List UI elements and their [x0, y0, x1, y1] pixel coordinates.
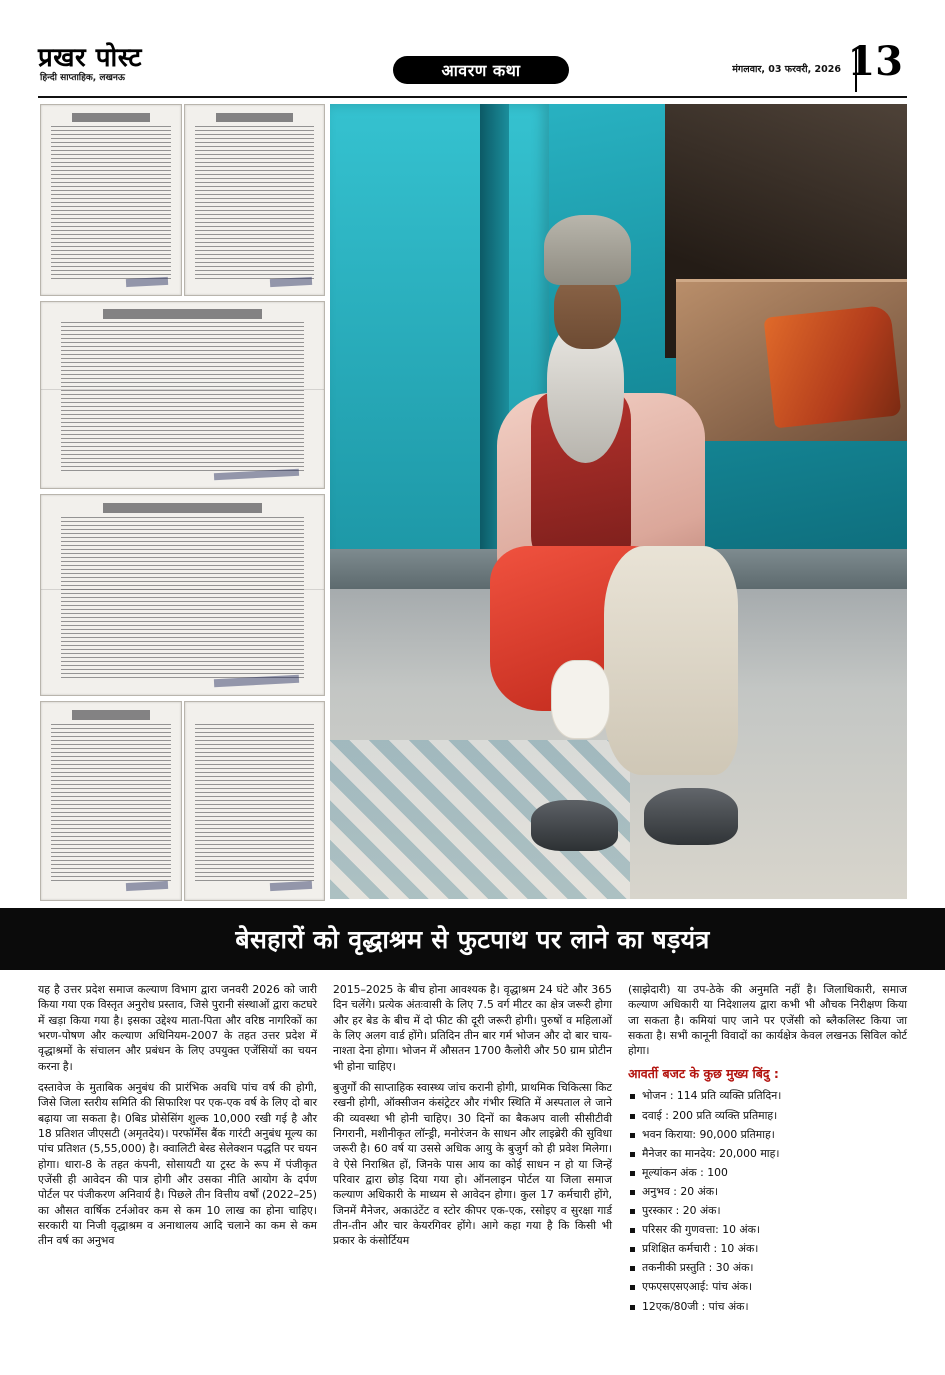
scan-header-line: [72, 710, 150, 720]
scan-header-line: [103, 503, 262, 513]
list-item: 12एक/80जी : पांच अंक।: [628, 1299, 907, 1314]
article-body: [38, 982, 907, 1332]
list-item: मूल्यांकन अंक : 100: [628, 1165, 907, 1180]
document-scans-column: [38, 104, 323, 899]
paragraph: दस्तावेज के मुताबिक अनुबंध की प्रारंभिक अवधि पांच वर्ष की होगी, जिसे जिला स्तरीय समिति की सिफारिश पर एक-एक वर्ष के लिए दो बार बढ़ाया जा सकता है। 0बिड प्रोसेसिंग शुल्क 10,000 रखी गई है और 18 प्रतिशत जीएसटी (अमृतदेय)। परफॉर्मेंस बैंक गारंटी अनुबंध मूल्य का पांच प्रतिशत (5,55,000) है। क्वालिटी बेस्ड सेलेक्शन पद्धति पर चयन होगा। धारा-8 के तहत कंपनी, सोसायटी या ट्रस्ट के रूप में पंजीकृत एजेंसी ही आवेदन की पात्र होगी और उसका नीति आयोग के दर्पण पोर्टल पर पंजीकरण अनिवार्य है। पिछले तीन वित्तीय वर्षों (2022–25) का औसत वार्षिक टर्नओवर कम से कम 10 लाख का होना चाहिए। सरकारी या निजी वृद्धाश्रम व अनाथालय आदि चलाने का कम से कम तीन वर्ष का अनुभव: [38, 1080, 317, 1248]
paragraph: 2015–2025 के बीच होना आवश्यक है। वृद्धाश्रम 24 घंटे और 365 दिन चलेंगे। प्रत्येक अंतःवासी के लिए 7.5 वर्ग मीटर का क्षेत्र जरूरी होगा और हर बेड के बीच में दो फीट की दूरी जरूरी होगी। पुरुषों व महिलाओं के लिए अलग वार्ड होंगे। प्रतिदिन तीन बार गर्म भोजन और दो बार चाय-नाश्ता देना होगा। भोजन में औसतन 1700 कैलोरी और 50 ग्राम प्रोटीन भी होना चाहिए।: [333, 983, 612, 1073]
scan-fold-line: [41, 589, 324, 590]
body-column-2: [333, 982, 612, 1332]
paper-name: प्रखर पोस्ट: [38, 43, 142, 73]
paragraph: बुजुर्गों की साप्ताहिक स्वास्थ्य जांच करानी होगी, प्राथमिक चिकित्सा किट रखनी होगी, ऑक्सीजन कंसंट्रेटर और गंभीर स्थिति में अस्पताल ले जाने की व्यवस्था भी होनी चाहिए। 30 दिनों का बैकअप वाली सीसीटीवी निगरानी, मशीनीकृत लॉन्ड्री, मनोरंजन के साधन और लाइब्रेरी की सुविधा जरूरी है। 60 वर्ष या उससे अधिक आयु के बुजुर्ग को ही प्रवेश मिलेगा। वे ऐसे निराश्रित हों, जिनके पास आय का कोई साधन न हो या जिन्हें परिवार द्वारा छोड़ दिया गया हो। ऑनलाइन पोर्टल या जिला समाज कल्याण अधिकारी के माध्यम से आवेदन होगा। कुल 17 कर्मचारी होंगे, जिनमें मैनेजर, अकाउंटेंट व स्टोर कीपर एक-एक, रसोइए व सुरक्षा गार्ड तीन-तीन और चार केयरगिवर होंगे। आगे कहा गया है कि किसी भी प्रकार के कंसोर्टियम: [333, 1080, 612, 1248]
scan-fold-line: [41, 389, 324, 390]
paper-subtitle: हिन्दी साप्ताहिक, लखनऊ: [40, 73, 125, 83]
list-item: तकनीकी प्रस्तुति : 30 अंक।: [628, 1260, 907, 1275]
list-item: अनुभव : 20 अंक।: [628, 1184, 907, 1199]
paragraph: यह है उत्तर प्रदेश समाज कल्याण विभाग द्वारा जनवरी 2026 को जारी किया गया एक विस्तृत अनुरोध प्रस्ताव, जिसे पुरानी संस्थाओं द्वारा कटघरे में खड़ा किया गया है। इसका उद्देश्य माता-पिता और वरिष्ठ नागरिकों का भरण-पोषण और कल्याण अधिनियम-2007 के तहत उत्तर प्रदेश में वृद्धाश्रमों के संचालन और प्रबंधन के लिए उपयुक्त एजेंसियों का चयन करना है।: [38, 983, 317, 1073]
media-block: [38, 104, 907, 899]
body-column-3: [628, 982, 907, 1332]
page-footer-space: [0, 1340, 945, 1375]
high-court-order-scan-5: [40, 701, 182, 901]
court-order-scan-2: [184, 104, 325, 296]
list-item: पुरस्कार : 20 अंक।: [628, 1203, 907, 1218]
list-item: प्रशिक्षित कर्मचारी : 10 अंक।: [628, 1241, 907, 1256]
court-order-scan-1: [40, 104, 182, 296]
article-headline: बेसहारों को वृद्धाश्रम से फुटपाथ पर लाने का षड़यंत्र: [235, 925, 710, 954]
scan-signature: [270, 881, 312, 891]
body-column-1: [38, 982, 317, 1332]
high-court-order-scan-3: [40, 301, 325, 489]
issue-date: मंगलवार, 03 फरवरी, 2026: [732, 64, 841, 75]
list-item: परिसर की गुणवत्ता: 10 अंक।: [628, 1222, 907, 1237]
scan-text-lines: [61, 322, 304, 473]
list-item: दवाई : 200 प्रति व्यक्ति प्रतिमाह।: [628, 1108, 907, 1123]
scan-signature: [126, 881, 168, 891]
scan-text-lines: [51, 724, 171, 884]
budget-box-title: आवर्ती बजट के कुछ मुख्य बिंदु :: [628, 1065, 779, 1081]
budget-bullet-list: [628, 1088, 907, 1313]
handwritten-note-scan-6: [184, 701, 325, 901]
photo-person: [457, 215, 792, 851]
masthead-underline: [38, 96, 907, 98]
photo-person-sandal-left: [531, 800, 618, 851]
page-number: 13: [847, 38, 903, 85]
list-item: भोजन : 114 प्रति व्यक्ति प्रतिदिन।: [628, 1088, 907, 1103]
photo-person-sandal-right: [644, 788, 738, 845]
photo-person-leg: [604, 546, 738, 775]
list-item: एफएसएसएआई: पांच अंक।: [628, 1279, 907, 1294]
scan-header-line: [103, 309, 262, 318]
scan-text-lines: [195, 724, 315, 884]
scan-text-lines: [61, 517, 304, 679]
masthead: [38, 36, 907, 92]
scan-header-line: [216, 113, 294, 123]
photo-person-bandage: [551, 660, 610, 738]
list-item: भवन किराया: 90,000 प्रतिमाह।: [628, 1127, 907, 1142]
photo-person-cap: [544, 215, 631, 285]
paragraph: (साझेदारी) या उप-ठेके की अनुमति नहीं है। जिलाधिकारी, समाज कल्याण अधिकारी या निदेशालय द्वारा कभी भी औचक निरीक्षण किया जा सकता है। कमियां पाए जाने पर एजेंसी को ब्लैकलिस्ट किया जा सकता है। सभी कानूनी विवादों का कार्यक्षेत्र केवल लखनऊ सिविल कोर्ट होगा।: [628, 983, 907, 1058]
scan-signature: [126, 277, 168, 287]
scan-signature: [270, 277, 312, 287]
list-item: मैनेजर का मानदेय: 20,000 माह।: [628, 1146, 907, 1161]
headline-band: [0, 908, 945, 970]
elderly-man-seated-photo: [330, 104, 907, 899]
section-tag: आवरण कथा: [393, 56, 569, 84]
scan-header-line: [72, 113, 150, 123]
scan-text-lines: [51, 126, 171, 280]
scan-text-lines: [195, 126, 315, 280]
high-court-order-scan-4: [40, 494, 325, 696]
